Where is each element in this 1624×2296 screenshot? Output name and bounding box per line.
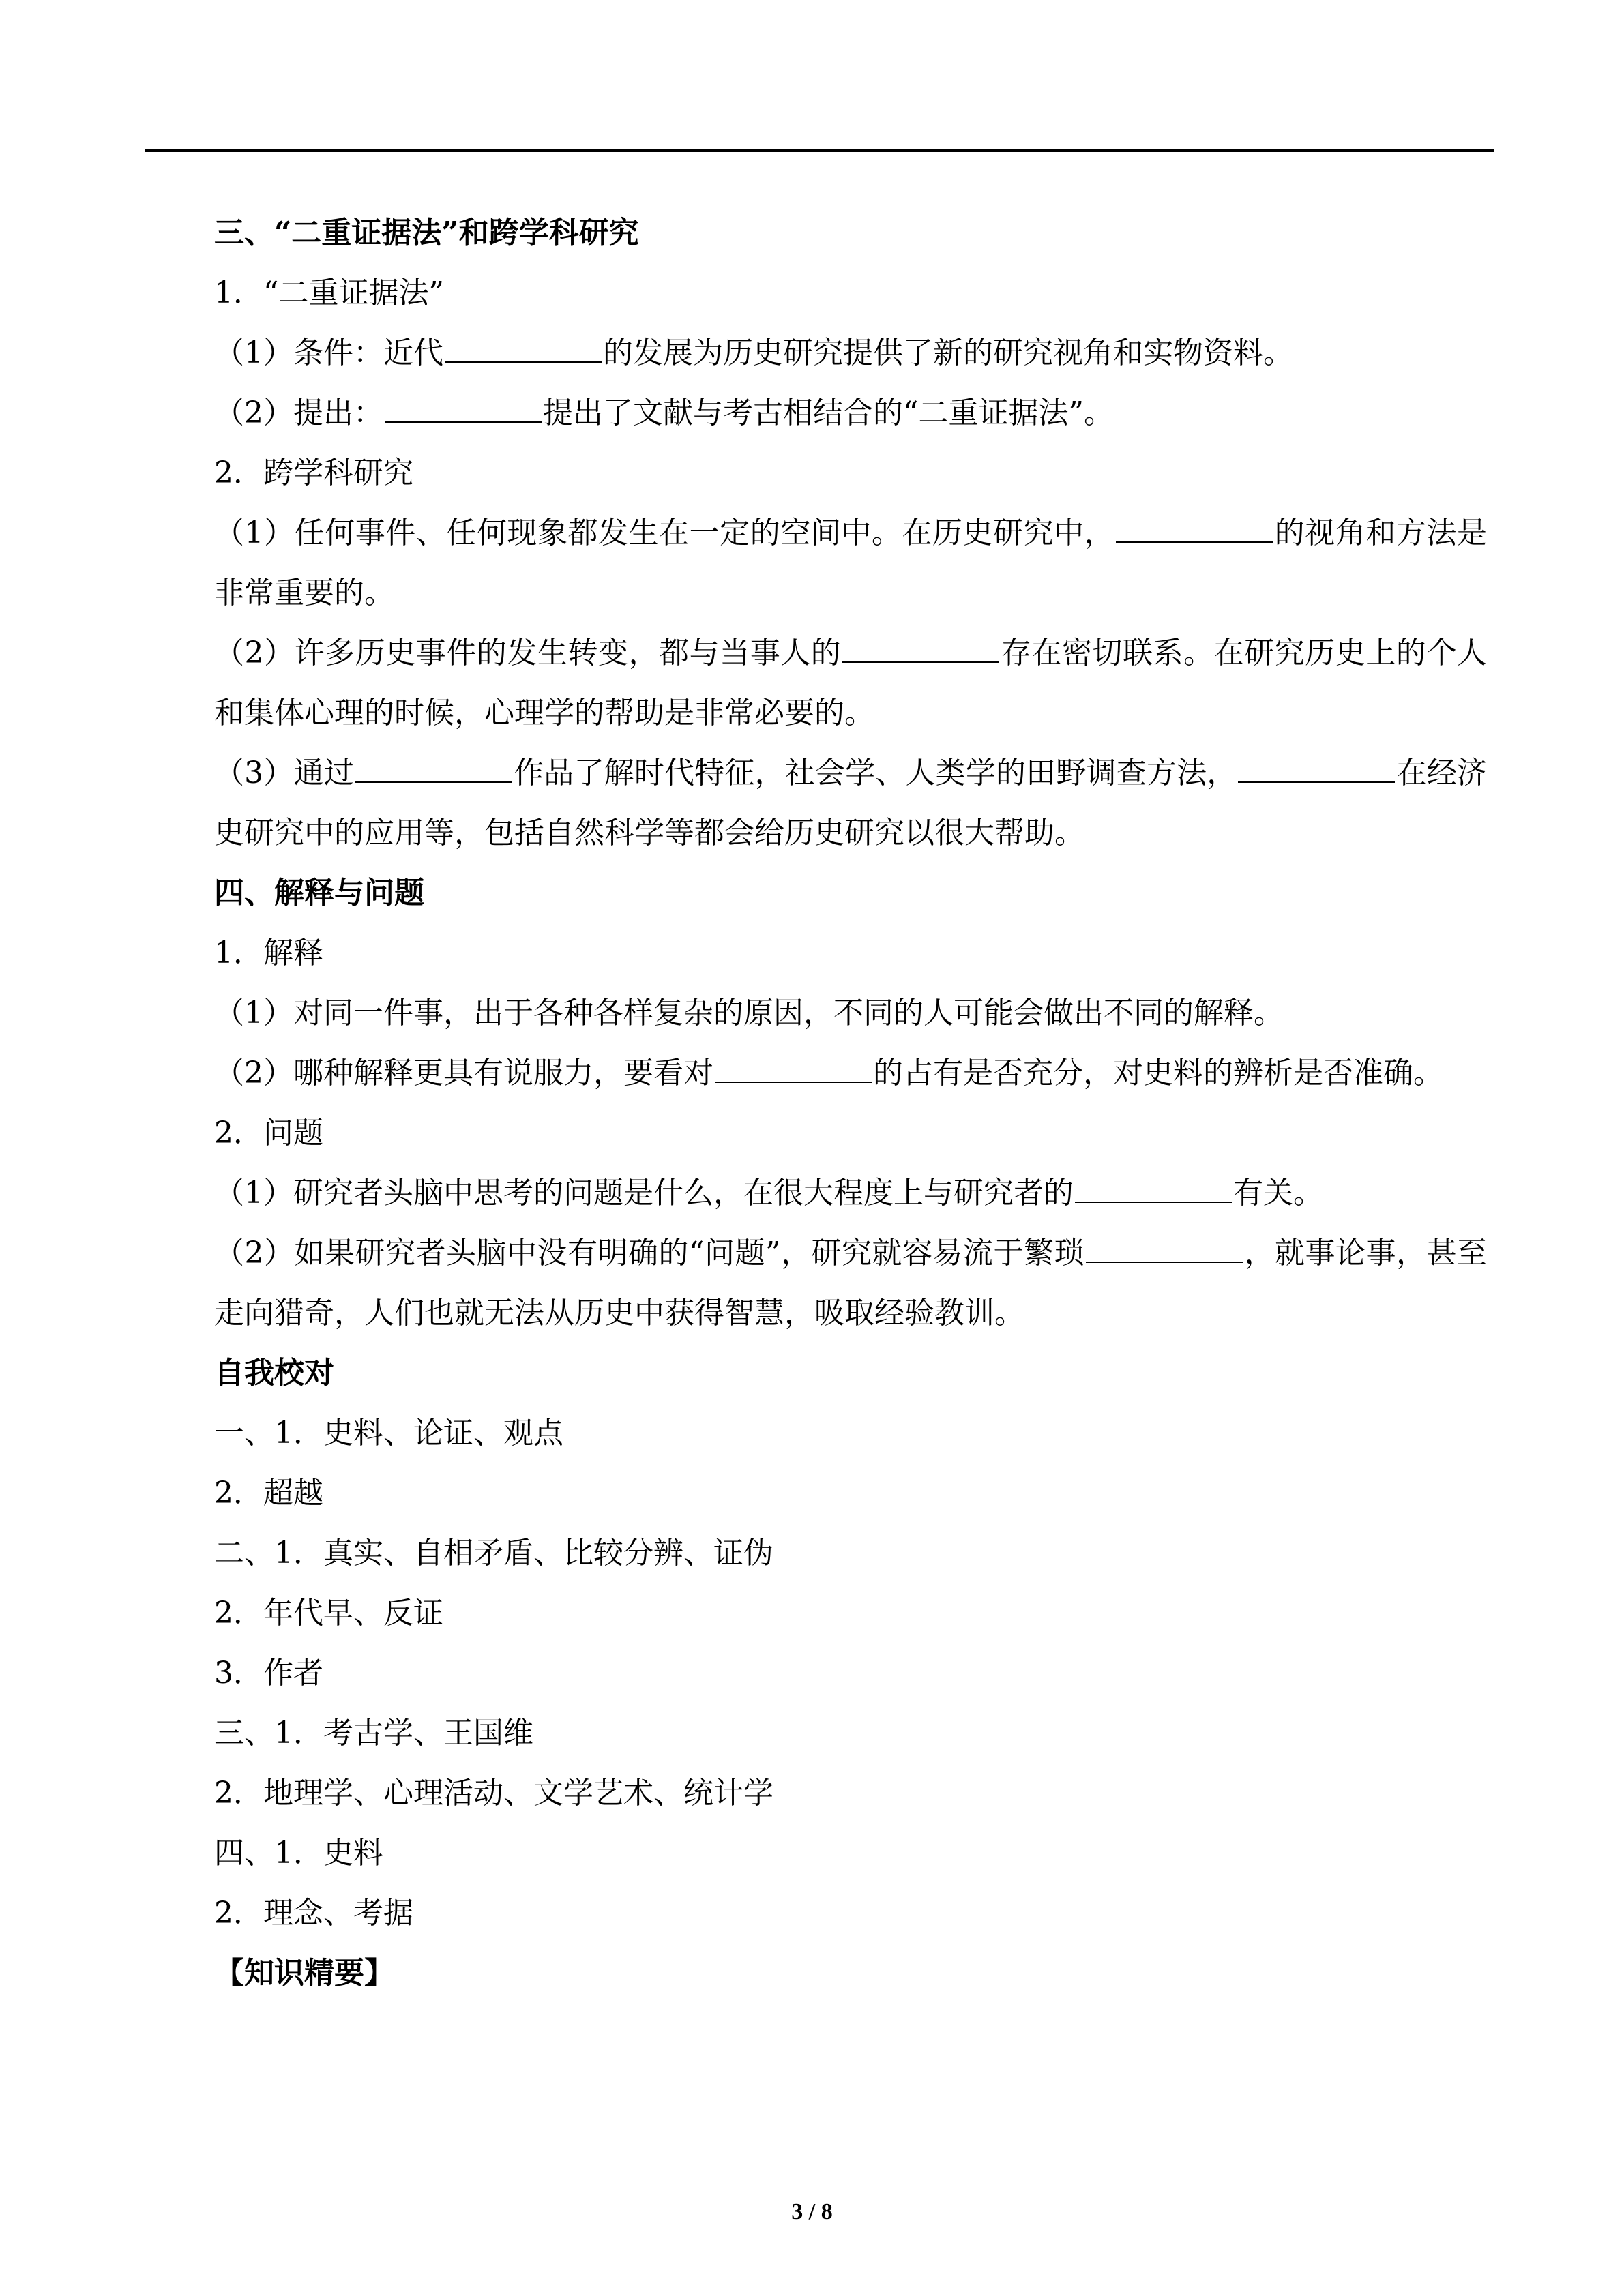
paragraph: （2）提出： 提出了文献与考古相结合的“二重证据法”。 bbox=[214, 396, 1114, 430]
paragraph: （1）研究者头脑中思考的问题是什么，在很大程度上与研究者的 有关。 bbox=[214, 1176, 1323, 1210]
paragraph: （1）对同一件事，出于各种各样复杂的原因，不同的人可能会做出不同的解释。 bbox=[214, 996, 1284, 1030]
fill-blank bbox=[715, 1081, 872, 1083]
paragraph: （1）条件：近代 的发展为历史研究提供了新的研究视角和实物资料。 bbox=[214, 336, 1293, 370]
answer-line: 2．年代早、反证 bbox=[214, 1596, 443, 1630]
answer-line: 四、1．史料 bbox=[214, 1836, 383, 1870]
fill-blank bbox=[385, 421, 542, 423]
fill-blank bbox=[1075, 1201, 1232, 1203]
knowledge-heading: 【知识精要】 bbox=[214, 1956, 394, 1991]
answer-line: 二、1．真实、自相矛盾、比较分辨、证伪 bbox=[214, 1536, 773, 1570]
paragraph: （1）任何事件、任何现象都发生在一定的空间中。在历史研究中， 的视角和方法是非常重要的。 bbox=[214, 516, 1488, 610]
fill-blank bbox=[355, 781, 512, 783]
fill-blank bbox=[1238, 781, 1395, 783]
paragraph: （2）如果研究者头脑中没有明确的“问题”，研究就容易流于繁琐 ，就事论事，甚至走向猎奇，人们也就无法从历史中获得智慧，吸取经验教训。 bbox=[214, 1236, 1488, 1330]
subsection-title: 2．问题 bbox=[214, 1116, 323, 1150]
answer-line: 2．超越 bbox=[214, 1476, 323, 1510]
answer-line: 一、1．史料、论证、观点 bbox=[214, 1416, 563, 1450]
paragraph: （2）哪种解释更具有说服力，要看对 的占有是否充分，对史料的辨析是否准确。 bbox=[214, 1056, 1443, 1090]
answer-line: 3．作者 bbox=[214, 1656, 323, 1690]
paragraph: （2）许多历史事件的发生转变，都与当事人的 存在密切联系。在研究历史上的个人和集体心理的时候，心理学的帮助是非常必要的。 bbox=[214, 636, 1487, 730]
fill-blank bbox=[445, 361, 602, 363]
page-number: 3 / 8 bbox=[791, 2199, 833, 2224]
subsection-title: 2．跨学科研究 bbox=[214, 456, 413, 490]
fill-blank bbox=[1116, 541, 1273, 543]
fill-blank bbox=[1086, 1261, 1243, 1263]
answers-heading: 自我校对 bbox=[214, 1356, 334, 1390]
answer-line: 2．理念、考据 bbox=[214, 1896, 413, 1930]
subsection-title: 1．解释 bbox=[214, 936, 323, 970]
subsection-title: 1．“二重证据法” bbox=[214, 275, 444, 310]
section-3-heading: 三、“二重证据法”和跨学科研究 bbox=[214, 215, 639, 250]
fill-blank bbox=[842, 661, 999, 663]
answer-line: 三、1．考古学、王国维 bbox=[214, 1716, 533, 1750]
answer-line: 2．地理学、心理活动、文学艺术、统计学 bbox=[214, 1776, 773, 1810]
paragraph: （3）通过 作品了解时代特征，社会学、人类学的田野调查方法， 在经济史研究中的应用等，包括自然科学等都会给历史研究以很大帮助。 bbox=[214, 756, 1487, 850]
document-body bbox=[149, 203, 1487, 2003]
header-rule bbox=[145, 149, 1494, 152]
section-4-heading: 四、解释与问题 bbox=[214, 876, 424, 910]
